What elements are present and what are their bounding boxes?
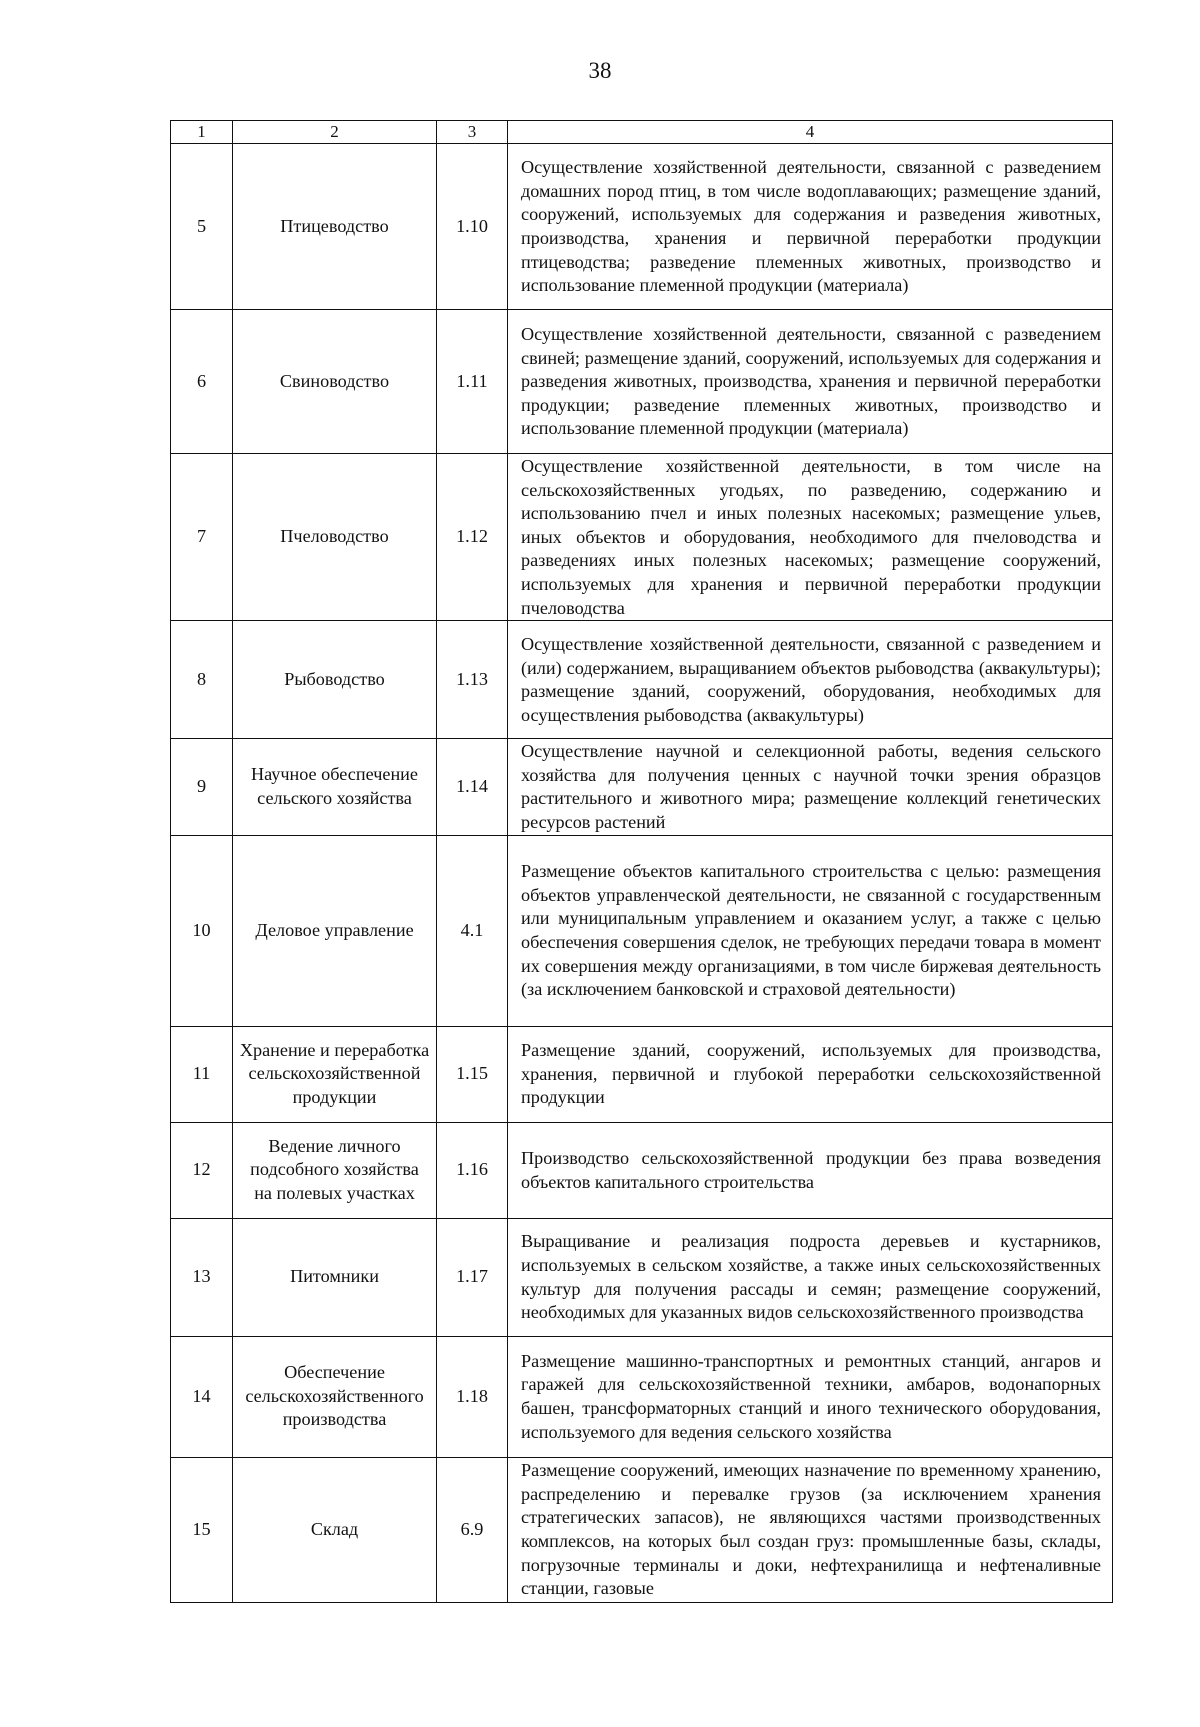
row-description-text: Размещение сооружений, имеющих назначение по временному хранению, распределению и перевалке грузов (за исключением хранения стратегических запасов), не являющихся частями производственных комплексов, на которых был создан груз: промышленные базы, склады, погрузочные терминалы и доки, нефтехранилища и нефтеналивные станции, газовые <box>521 1460 1101 1599</box>
row-number: 6 <box>171 310 233 454</box>
row-name <box>233 144 437 310</box>
row-code: 1.13 <box>437 621 508 739</box>
row-description-text: Осуществление хозяйственной деятельности, в том числе на сельскохозяйственных угодьях, по разведению, содержанию и использованию пчел и иных полезных насекомых; размещение ульев, иных объектов и оборудования, необходимого для пчеловодства и разведениях иных полезных насекомых; размещение сооружений, используемых для хранения и первичной переработки продукции пчеловодства <box>521 456 1101 618</box>
row-description <box>508 310 1113 454</box>
row-description-text: Осуществление хозяйственной деятельности, связанной с разведением и (или) содержанием, выращиванием объектов рыбоводства (аквакультуры); размещение зданий, сооружений, оборудования, необходимых для осуществления рыбоводства (аквакультуры) <box>521 633 1101 725</box>
row-description <box>508 739 1113 835</box>
row-description-text: Осуществление хозяйственной деятельности, связанной с разведением свиней; размещение зданий, сооружений, используемых для содержания и разведения животных, производства, хранения и первичной переработки продукции; разведение племенных животных, производство и использование племенной продукции (материала) <box>521 324 1101 439</box>
row-name-text: Пчеловодство <box>280 526 389 547</box>
row-description-text: Производство сельскохозяйственной продукции без права возведения объектов капитального строительства <box>521 1147 1101 1192</box>
table-row <box>171 1026 1113 1122</box>
column-header-4: 4 <box>508 121 1113 144</box>
row-name <box>233 1026 437 1122</box>
row-description-text: Выращивание и реализация подроста деревьев и кустарников, используемых в сельском хозяйстве, а также иных сельскохозяйственных культур для получения рассады и семян; размещение сооружений, необходимых для указанных видов сельскохозяйственного производства <box>521 1231 1101 1323</box>
row-description-text: Осуществление научной и селекционной работы, ведения сельского хозяйства для получения ценных с научной точки зрения образцов растительного и животного мира; размещение коллекций генетических ресурсов растений <box>521 741 1101 832</box>
row-name-text: Свиноводство <box>279 370 390 391</box>
row-name <box>233 310 437 454</box>
row-description-text: Размещение зданий, сооружений, используемых для производства, хранения, первичной и глубокой переработки сельскохозяйственной продукции <box>521 1040 1101 1108</box>
row-name-text: Хранение и переработка сельскохозяйственной продукции <box>239 1039 430 1107</box>
row-code: 1.18 <box>437 1336 508 1457</box>
row-name-text: Обеспечение сельскохозяйственного производства <box>245 1362 424 1430</box>
row-number: 11 <box>171 1026 233 1122</box>
row-description <box>508 144 1113 310</box>
row-name <box>233 1218 437 1336</box>
row-number: 14 <box>171 1336 233 1457</box>
row-number: 13 <box>171 1218 233 1336</box>
row-name <box>233 621 437 739</box>
table-row <box>171 621 1113 739</box>
table-row <box>171 739 1113 835</box>
table-row <box>171 310 1113 454</box>
row-name-text: Ведение личного подсобного хозяйства на полевых участках <box>250 1135 419 1203</box>
row-name <box>233 1457 437 1602</box>
row-name-text: Птицеводство <box>280 215 389 236</box>
row-number: 15 <box>171 1457 233 1602</box>
row-description <box>508 1336 1113 1457</box>
row-number: 5 <box>171 144 233 310</box>
row-number: 12 <box>171 1122 233 1218</box>
row-code: 1.16 <box>437 1122 508 1218</box>
table-header-row <box>171 121 1113 144</box>
table-row <box>171 1122 1113 1218</box>
column-header-2: 2 <box>233 121 437 144</box>
row-name-text: Склад <box>310 1518 359 1539</box>
land-use-table <box>170 120 1113 1603</box>
column-header-3: 3 <box>437 121 508 144</box>
row-code: 1.10 <box>437 144 508 310</box>
row-code: 1.12 <box>437 454 508 621</box>
row-code: 6.9 <box>437 1457 508 1602</box>
table-row <box>171 454 1113 621</box>
row-description <box>508 1122 1113 1218</box>
page-number: 38 <box>588 58 612 83</box>
table-row <box>171 1457 1113 1602</box>
row-name-text: Рыбоводство <box>284 668 385 689</box>
table-row <box>171 835 1113 1026</box>
row-name <box>233 739 437 835</box>
table-row <box>171 1336 1113 1457</box>
row-name <box>233 454 437 621</box>
row-name <box>233 1122 437 1218</box>
row-name-text: Деловое управление <box>255 919 414 940</box>
row-description <box>508 454 1113 621</box>
column-header-1: 1 <box>171 121 233 144</box>
row-description <box>508 621 1113 739</box>
row-name <box>233 1336 437 1457</box>
row-number: 10 <box>171 835 233 1026</box>
row-description-text: Размещение объектов капитального строительства с целью: размещения объектов управленческой деятельности, не связанной с государственным или муниципальным управлением и оказанием услуг, а также с целью обеспечения совершения сделок, не требующих передачи товара в момент их совершения между организациями, в том числе биржевая деятельность (за исключением банковской и страховой деятельности) <box>521 861 1101 1000</box>
row-description <box>508 1218 1113 1336</box>
row-number: 9 <box>171 739 233 835</box>
row-code: 1.11 <box>437 310 508 454</box>
row-description-text: Размещение машинно-транспортных и ремонтных станций, ангаров и гаражей для сельскохозяйственной техники, амбаров, водонапорных башен, трансформаторных станций и иного технического оборудования, используемого для ведения сельского хозяйства <box>521 1350 1101 1442</box>
row-name <box>233 835 437 1026</box>
table-row <box>171 144 1113 310</box>
row-name-text: Питомники <box>290 1266 379 1287</box>
row-description <box>508 1457 1113 1602</box>
row-code: 1.17 <box>437 1218 508 1336</box>
row-description-text: Осуществление хозяйственной деятельности, связанной с разведением домашних пород птиц, в том числе водоплавающих; размещение зданий, сооружений, используемых для содержания и разведения животных, производства, хранения и первичной переработки продукции птицеводства; разведение племенных животных, производство и использование племенной продукции (материала) <box>521 157 1101 296</box>
row-code: 1.15 <box>437 1026 508 1122</box>
table-row <box>171 1218 1113 1336</box>
row-description <box>508 835 1113 1026</box>
row-description <box>508 1026 1113 1122</box>
row-number: 8 <box>171 621 233 739</box>
row-number: 7 <box>171 454 233 621</box>
row-code: 4.1 <box>437 835 508 1026</box>
row-name-text: Научное обеспечение сельского хозяйства <box>250 764 418 808</box>
row-code: 1.14 <box>437 739 508 835</box>
